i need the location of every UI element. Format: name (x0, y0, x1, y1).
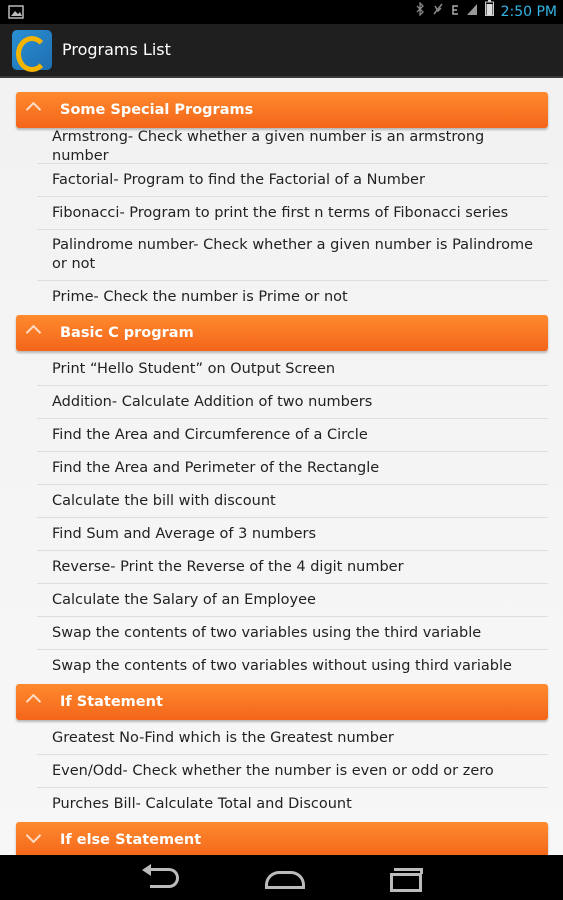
chevron-down-icon (26, 828, 42, 844)
bluetooth-icon (415, 0, 425, 24)
programs-list[interactable] (0, 78, 563, 855)
back-icon[interactable] (128, 855, 198, 900)
group-header-if-else-statement[interactable] (16, 822, 548, 855)
status-time: 2:50 PM (500, 4, 557, 20)
list-item-label: Calculate the Salary of an Employee (52, 591, 316, 608)
group-header-special-programs[interactable] (16, 92, 548, 128)
signal-icon (466, 0, 478, 24)
group-title: Basic C program (60, 325, 194, 341)
status-bar (0, 0, 563, 24)
list-item[interactable] (37, 485, 548, 518)
list-item[interactable] (37, 722, 548, 755)
list-item-label: Find Sum and Average of 3 numbers (52, 525, 317, 542)
list-item[interactable] (37, 230, 548, 281)
list-item-label: Reverse- Print the Reverse of the 4 digit number (52, 558, 404, 575)
app-logo-icon[interactable] (12, 30, 52, 70)
list-item[interactable] (37, 353, 548, 386)
list-item-label: Purches Bill- Calculate Total and Discount (52, 795, 352, 812)
list-item[interactable] (37, 518, 548, 551)
list-item-label: Addition- Calculate Addition of two numbers (52, 393, 373, 410)
recent-apps-icon[interactable] (368, 855, 438, 900)
list-item-label: Calculate the bill with discount (52, 492, 276, 509)
list-item[interactable] (37, 788, 548, 820)
list-item-label: Find the Area and Perimeter of the Rectangle (52, 459, 380, 476)
list-item[interactable] (37, 281, 548, 313)
list-item-label: Swap the contents of two variables using the third variable (52, 624, 482, 641)
image-notification-icon (8, 4, 24, 23)
group-header-if-statement[interactable] (16, 684, 548, 720)
vibrate-off-icon (432, 0, 444, 24)
list-item[interactable] (37, 584, 548, 617)
list-item-label: Factorial- Program to find the Factorial of a Number (52, 171, 425, 188)
group-title: If Statement (60, 694, 163, 710)
action-bar (0, 24, 563, 78)
list-item[interactable] (37, 386, 548, 419)
list-item[interactable] (37, 617, 548, 650)
list-item[interactable] (37, 419, 548, 452)
list-item-label: Swap the contents of two variables without using third variable (52, 657, 512, 674)
list-item[interactable] (37, 130, 548, 164)
list-item[interactable] (37, 755, 548, 788)
list-item-label: Palindrome number- Check whether a given number is Palindrome or not (52, 237, 534, 272)
list-item[interactable] (37, 164, 548, 197)
chevron-up-icon (26, 325, 42, 341)
battery-icon (485, 0, 494, 24)
list-item-label: Prime- Check the number is Prime or not (52, 288, 348, 305)
list-item[interactable] (37, 650, 548, 682)
list-item[interactable] (37, 551, 548, 584)
group-header-basic-c-program[interactable] (16, 315, 548, 351)
chevron-up-icon (26, 102, 42, 118)
list-item[interactable] (37, 197, 548, 230)
list-item-label: Print “Hello Student” on Output Screen (52, 360, 336, 377)
navigation-bar (0, 855, 563, 900)
group-title: If else Statement (60, 832, 202, 848)
chevron-up-icon (26, 694, 42, 710)
list-item-label: Find the Area and Circumference of a Circle (52, 426, 368, 443)
list-item-label: Greatest No-Find which is the Greatest number (52, 729, 394, 746)
group-title: Some Special Programs (60, 102, 254, 118)
list-item-label: Armstrong- Check whether a given number is an armstrong number (52, 128, 485, 164)
home-icon[interactable] (247, 855, 317, 900)
network-e-icon (451, 0, 459, 24)
page-title: Programs List (62, 40, 171, 59)
list-item-label: Fibonacci- Program to print the first n terms of Fibonacci series (52, 204, 509, 221)
list-item[interactable] (37, 452, 548, 485)
list-item-label: Even/Odd- Check whether the number is even or odd or zero (52, 762, 494, 779)
